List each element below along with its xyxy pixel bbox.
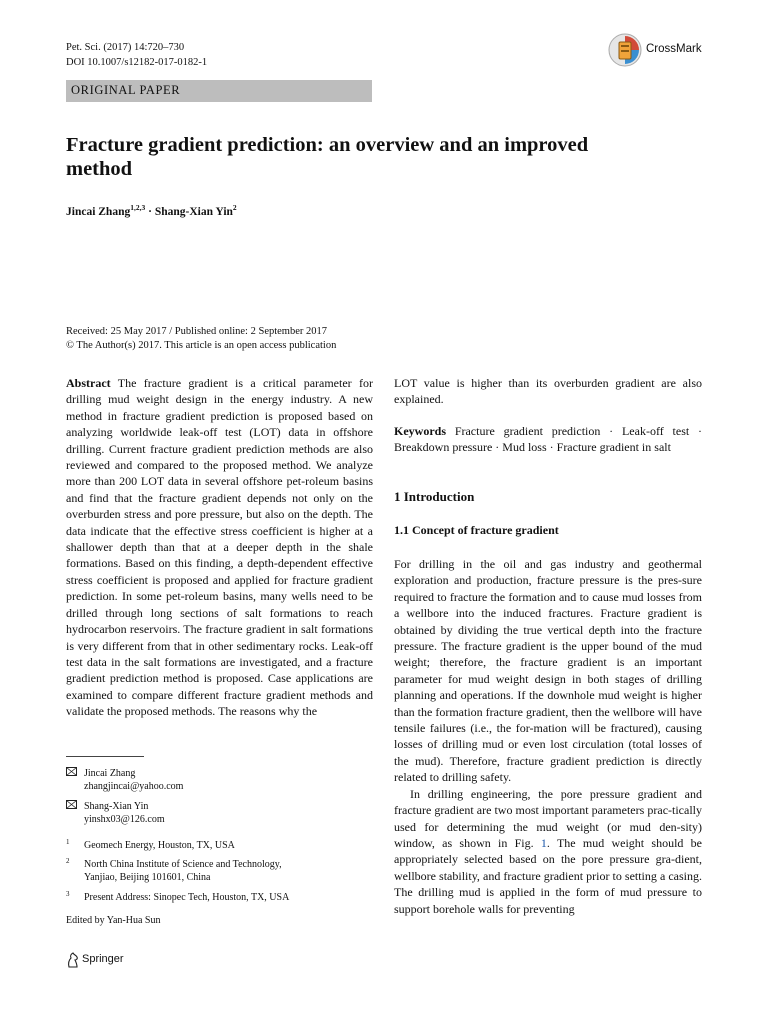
keywords-text: Fracture gradient prediction · Leak-off test · Breakdown pressure · Mud loss · Fracture gradient in salt (394, 424, 703, 455)
springer-horse-logo (66, 952, 80, 968)
section-1-heading (394, 489, 474, 505)
envelope-icon (66, 800, 78, 810)
section-1-title: 1 Introduction (394, 489, 475, 504)
received-dates: Received: 25 May 2017 / Published online: 2 September 2017 (66, 326, 328, 337)
affiliation-2-number: 2 (66, 857, 70, 865)
affiliation-2-line-2: Yanjiao, Beijing 101601, China (84, 872, 211, 883)
affiliation-3-number: 3 (66, 890, 70, 898)
article-type-label: ORIGINAL PAPER (71, 83, 181, 97)
abstract (66, 375, 373, 720)
intro-paragraph-2-end: . The mud weight should be appropriately selected based on the pore pressure gra-dient, wellbore stability, and fracture gradient prior to setting a casing. The drilling mud is applied in the form of mud pressure to support borehole walls for preventing (394, 835, 703, 916)
section-1-1-title: 1.1 Concept of fracture gradient (394, 523, 559, 537)
author-list (66, 203, 237, 218)
abstract-continuation (394, 375, 702, 408)
paper-title (66, 133, 626, 181)
article-type-banner (66, 80, 372, 102)
author-separator: · (145, 205, 155, 218)
title-line-2: method (66, 158, 133, 180)
section-1-1-heading (394, 523, 559, 538)
publisher-name: Springer (82, 953, 124, 965)
keywords (394, 423, 702, 456)
contact-1-email[interactable]: zhangjincai@yahoo.com (84, 781, 184, 792)
contact-2 (66, 800, 373, 826)
contact-1-name: Jincai Zhang (84, 768, 136, 779)
affiliation-3 (66, 891, 373, 904)
intro-paragraph-2-start: In drilling engineering, the pore pressure gradient and fracture gradient are two most important parameters prac-tically used for determining the mud weight (or mud den-sity) window, as shown in Fig. (394, 786, 702, 850)
affiliation-1-text: Geomech Energy, Houston, TX, USA (84, 840, 235, 851)
journal-citation: Pet. Sci. (2017) 14:720–730 (66, 42, 185, 53)
abstract-text: The fracture gradient is a critical parameter for drilling mud weight design in the energy industry. A new method in fracture gradient prediction is proposed based on analyzing worldwide leak-off test (LOT) data in offshore drilling. Current fracture gradient prediction methods are also reviewed and compared to the proposed method. We analyze more than 200 LOT data in several offshore pet-roleum basins and find that the fracture gradient depends not only on the overburden stress and pore pressure, but also on the depth. The data indicate that the effective stress coefficient is higher at a shallower depth than that at a deeper depth in the shale formations. Based on this finding, a depth-dependent effective stress coefficient is proposed and applied for fracture gradient prediction. In some pet-roleum basins, many wells need to be drilled through long sections of salt formations to reach hydrocarbon reservoirs. The fracture gradient in salt formations is very different from that in other sedimentary rocks. Leak-off test data in the salt formations are investigated, and a fracture gradient prediction method is proposed. Case applications are examined to compare different fracture gradient methods and validate the proposed methods. The reasons why the (66, 376, 373, 719)
author-2[interactable]: Shang-Xian Yin (154, 205, 233, 218)
contact-2-name: Shang-Xian Yin (84, 801, 149, 812)
copyright-notice: © The Author(s) 2017. This article is an open access publication (66, 340, 337, 351)
doi[interactable]: DOI 10.1007/s12182-017-0182-1 (66, 57, 208, 68)
contact-2-email[interactable]: yinshx03@126.com (84, 814, 165, 825)
author-1-affil: 1,2,3 (130, 203, 146, 212)
crossmark-icon[interactable] (608, 33, 642, 67)
intro-paragraph-1: For drilling in the oil and gas industry and geothermal exploration and production, fracture pressure is the pres-sure required to fracture the formation and to cause mud losses from a wellbore into the induced fractures. Fracture gradient is obtained by dividing the true vertical depth into the fracture pressure. The fracture gradient is the upper bound of the mud weight; therefore, the fracture gradient is an important parameter for mud weight design in both stages of drilling planning and operations. If the downhole mud weight is higher than the formation fracture gradient, then the wellbore will have tensile failures (i.e., the for-mation will be fractured), causing losses of drilling mud or even lost circulation (total losses of the mud). Therefore, fracture gradient prediction is directly related to drilling safety. (394, 557, 702, 785)
contact-1 (66, 767, 373, 793)
affiliation-2-line-1: North China Institute of Science and Technology, (84, 859, 282, 870)
figure-1-link[interactable]: 1 (540, 835, 547, 850)
affiliation-3-text: Present Address: Sinopec Tech, Houston, TX, USA (84, 892, 290, 903)
affiliation-1-number: 1 (66, 838, 70, 846)
keywords-label: Keywords (394, 424, 446, 438)
affiliation-1 (66, 839, 373, 852)
footnote-divider (66, 756, 144, 757)
title-line-1: Fracture gradient prediction: an overview and an improved (66, 134, 589, 156)
affiliation-2 (66, 858, 373, 884)
abstract-continuation-text: LOT value is higher than its overburden gradient are also explained. (394, 376, 702, 407)
intro-paragraph-2 (394, 786, 702, 917)
envelope-icon (66, 767, 78, 777)
abstract-label: Abstract (66, 376, 111, 390)
crossmark-label[interactable]: CrossMark (646, 43, 702, 55)
edited-by: Edited by Yan-Hua Sun (66, 915, 161, 926)
author-2-affil: 2 (232, 203, 237, 212)
author-1[interactable]: Jincai Zhang (66, 205, 131, 218)
intro-body (394, 556, 702, 917)
